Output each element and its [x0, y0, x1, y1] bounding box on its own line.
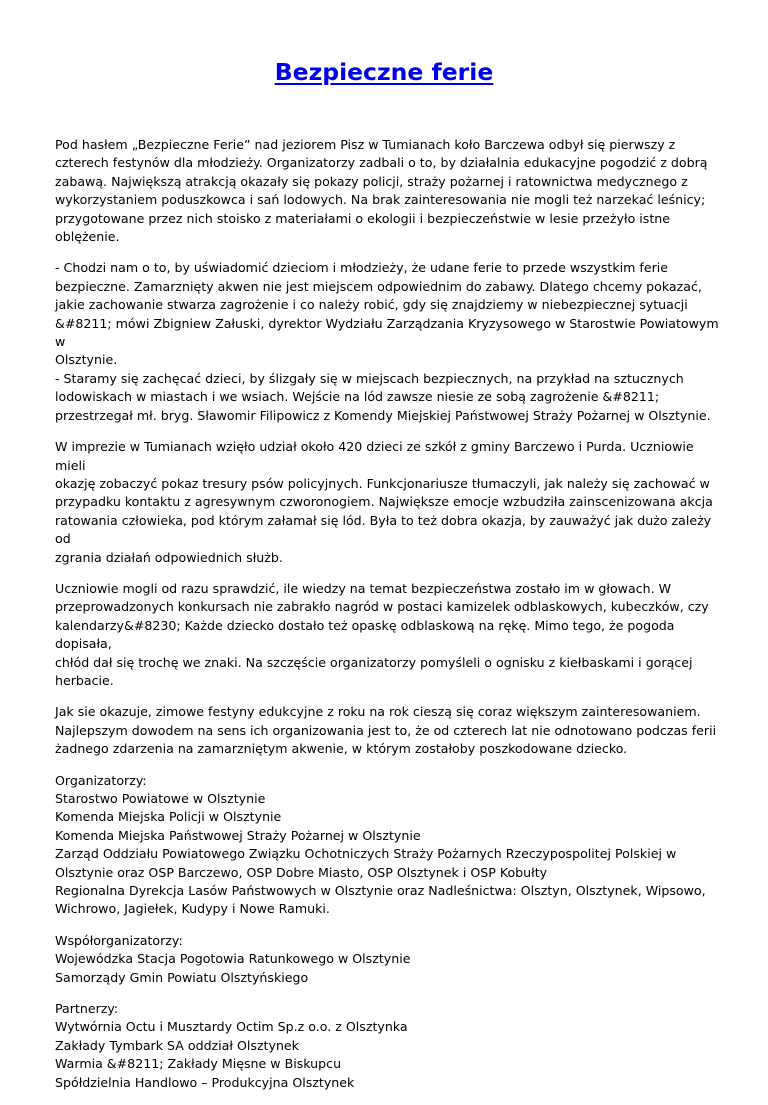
co-organizers-list: Współorganizatorzy: Wojewódzka Stacja Pogotowia Ratunkowego w Olsztynie Samorządy Gmin Powiatu Olsztyńskiego	[55, 932, 411, 985]
paragraph-summary: Jak sie okazuje, zimowe festyny edukcyjne z roku na rok cieszą się coraz większym zainteresowaniem. Najlepszym dowodem na sens ich organizowania jest to, że od czterech lat nie odnotowano podczas ferii żadnego zdarzenia na zamarzniętym akwenie, w którym zostałoby poszkodowane dziecko.	[55, 704, 717, 757]
article-title-link[interactable]: Bezpieczne ferie	[274, 58, 494, 86]
paragraph-intro: Pod hasłem „Bezpieczne Ferie” nad jeziorem Pisz w Tumianach koło Barczewa odbył się pierwszy z czterech festynów dla młodzieży. Organizatorzy zadbali o to, by działalnia edukacyjne pogodzić z dobrą zabawą. Największą atrakcją okazały się pokazy policji, straży pożarnej i ratownictwa medycznego z wykorzystaniem poduszkowca i sań lodowych. Na brak zainteresowania nie mogli też narzekać leśnicy; przygotowane przez nich stoisko z materiałami o ekologii i bezpieczeństwie w lesie przeżyło istne oblężenie.	[55, 137, 708, 245]
paragraph-quotes: - Chodzi nam o to, by uświadomić dzieciom i młodzieży, że udane ferie to przede wszystkim ferie bezpieczne. Zamarznięty akwen nie jest miejscem odpowiednim do zabawy. Dlatego chcemy pokazać, jakie zachowanie stwarza zagrożenie i co należy robić, gdy się znajdziemy w niebezpiecznej sytuacji &#8211; mówi Zbigniew Załuski, dyrektor Wydziału Zarządzania Kryzysowego w Starostwie Powiatowym w Olsztynie. - Staramy się zachęcać dzieci, by ślizgały się w miejscach bezpiecznych, na przykład na sztucznych lodowiskach w miastach i we wsiach. Wejście na lód zawsze niesie ze sobą zagrożenie &#8211; przestrzegał mł. bryg. Sławomir Filipowicz z Komendy Miejskiej Państwowej Straży Pożarnej w Olsztynie.	[55, 260, 719, 423]
organizers-list: Organizatorzy: Starostwo Powiatowe w Olsztynie Komenda Miejska Policji w Olsztynie Komenda Miejska Państwowej Straży Pożarnej w Olsztynie Zarząd Oddziału Powiatowego Związku Ochotniczych Straży Pożarnych Rzeczypospolitej Polskiej w Olsztynie oraz OSP Barczewo, OSP Dobre Miasto, OSP Olsztynek i OSP Kobułty Regionalna Dyrekcja Lasów Państwowych w Olsztynie oraz Nadleśnictwa: Olsztyn, Olsztynek, Wipsowo, Wichrowo, Jagiełek, Kudypy i Nowe Ramuki.	[55, 772, 706, 917]
partners-list: Partnerzy: Wytwórnia Octu i Musztardy Octim Sp.z o.o. z Olsztynka Zakłady Tymbark SA oddział Olsztynek Warmia &#8211; Zakłady Mięsne w Biskupcu Spółdzielnia Handlowo – Produkcyjna Olsztynek	[55, 1001, 408, 1090]
paragraph-event: W imprezie w Tumianach wzięło udział około 420 dzieci ze szkół z gminy Barczewo i Purda. Uczniowie mieli okazję zobaczyć pokaz tresury psów policyjnych. Funkcjonariusze tłumaczyli, jak należy się zachować w przypadku kontaktu z agresywnym czworonogiem. Największe emocje wzbudziła zainscenizowana akcja ratowania człowieka, pod którym załamał się lód. Była to też dobra okazja, by zauważyć jak dużo zależy od zgrania działań odpowiednich służb.	[55, 439, 713, 565]
article-body	[55, 136, 725, 1105]
paragraph-contests: Uczniowie mogli od razu sprawdzić, ile wiedzy na temat bezpieczeństwa zostało im w głowach. W przeprowadzonych konkursach nie zabrakło nagród w postaci kamizelek odblaskowych, kubeczków, czy kalendarzy&#8230; Każde dziecko dostało też opaskę odblaskową na rękę. Mimo tego, że pogoda dopisała, chłód dał się trochę we znaki. Na szczęście organizatorzy pomyśleli o ognisku z kiełbaskami i gorącej herbacie.	[55, 580, 709, 688]
